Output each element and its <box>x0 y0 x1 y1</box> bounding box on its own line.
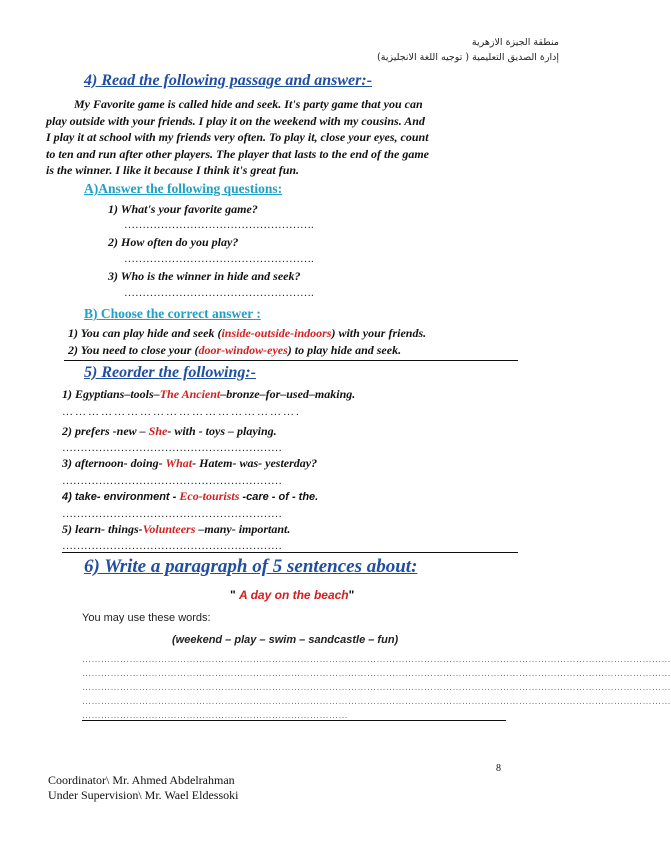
reorder-answer-1[interactable]: ………………………………………………. <box>62 406 301 418</box>
footer <box>48 773 238 803</box>
question-1: 1) What's your favorite game? <box>108 202 258 216</box>
reorder-highlight: What <box>165 456 193 470</box>
section4-title: 4) Read the following passage and answer:- <box>84 72 373 89</box>
reorder-item-4 <box>62 489 318 504</box>
writing-line-4[interactable]: …………………………………………………………………………………………………………………………………………………………………… <box>82 696 671 706</box>
choose-item-1 <box>68 326 426 341</box>
word-bank: (weekend – play – swim – sandcastle – fun) <box>172 634 399 646</box>
header-region: منطقة الجيزة الازهرية <box>471 37 559 48</box>
divider <box>62 552 518 553</box>
reorder-answer-5[interactable]: …………………………………………………… <box>62 540 282 552</box>
reorder-item-3 <box>62 456 317 471</box>
divider <box>64 360 518 361</box>
paragraph-topic <box>230 588 354 602</box>
answer-line-1[interactable]: ……………………………………………. <box>124 219 314 231</box>
passage-line: I play it at school with my friends very often. To play it, close your eyes, count <box>46 130 429 145</box>
reorder-text: –many- important. <box>195 522 291 536</box>
part-b-title: B) Choose the correct answer : <box>84 306 261 321</box>
writing-line-3[interactable]: …………………………………………………………………………………………………………………………………………………………………… <box>82 682 671 692</box>
writing-line-2[interactable]: …………………………………………………………………………………………………………………………………………………………………… <box>82 668 671 678</box>
reorder-text: -care - of - the. <box>239 491 319 503</box>
choose-options[interactable]: inside-outside-indoors <box>221 326 332 340</box>
word-hint: You may use these words: <box>82 612 211 624</box>
reorder-text: –bronze–for–used–making. <box>220 387 356 401</box>
part-a-title: A)Answer the following questions: <box>84 181 283 196</box>
divider <box>82 720 506 721</box>
reading-passage <box>46 96 556 179</box>
page-number: 8 <box>496 763 501 774</box>
footer-supervision: Under Supervision\ Mr. Wael Eldessoki <box>48 788 239 802</box>
writing-line-5[interactable]: ………………………………………………………………………… <box>82 710 348 720</box>
topic-quote: " <box>348 588 355 602</box>
reorder-answer-4[interactable]: …………………………………………………… <box>62 508 282 520</box>
choose-item-2 <box>68 343 401 358</box>
passage-line: is the winner. I like it because I think it's great fun. <box>46 163 300 178</box>
choose-text: 2) You need to close your ( <box>68 343 199 357</box>
answer-line-3[interactable]: ……………………………………………. <box>124 287 314 299</box>
choose-options[interactable]: door-window-eyes <box>198 343 288 357</box>
reorder-highlight: Volunteers <box>142 522 196 536</box>
reorder-text: - with - toys – playing. <box>167 424 277 438</box>
reorder-highlight: She <box>148 424 168 438</box>
reorder-text: 5) learn- things- <box>62 522 143 536</box>
passage-line: My Favorite game is called hide and seek. It's party game that you can <box>74 97 423 111</box>
reorder-text: - Hatem- was- yesterday? <box>192 456 318 470</box>
writing-line-1[interactable]: …………………………………………………………………………………………………………………………………………………………………… <box>82 654 671 664</box>
reorder-answer-2[interactable]: …………………………………………………… <box>62 442 282 454</box>
choose-text: 1) You can play hide and seek ( <box>68 326 222 340</box>
reorder-text: 4) take- environment - <box>62 491 180 503</box>
reorder-highlight: The Ancient <box>159 387 221 401</box>
topic-quote: " <box>230 588 236 602</box>
section5-title: 5) Reorder the following:- <box>84 364 256 381</box>
section6-title: 6) Write a paragraph of 5 sentences about: <box>84 556 418 577</box>
reorder-text: 2) prefers -new – <box>62 424 149 438</box>
reorder-item-2 <box>62 424 277 439</box>
reorder-answer-3[interactable]: …………………………………………………… <box>62 475 282 487</box>
choose-text: ) with your friends. <box>331 326 427 340</box>
question-3: 3) Who is the winner in hide and seek? <box>108 269 301 283</box>
reorder-item-1 <box>62 387 355 402</box>
question-2: 2) How often do you play? <box>108 235 239 249</box>
passage-line: play outside with your friends. I play it on the weekend with my cousins. And <box>46 113 425 128</box>
reorder-highlight: Eco-tourists <box>179 489 240 503</box>
answer-line-2[interactable]: ……………………………………………. <box>124 253 314 265</box>
header-department: إدارة الصديق التعليمية ( توجيه اللغة الانجليزية) <box>377 52 559 63</box>
passage-line: to ten and run after other players. The player that lasts to the end of the game <box>46 146 430 161</box>
reorder-text: 1) Egyptians–tools– <box>62 387 160 401</box>
footer-coordinator: Coordinator\ Mr. Ahmed Abdelrahman <box>48 773 235 787</box>
choose-text: ) to play hide and seek. <box>287 343 402 357</box>
topic-text: A day on the beach <box>239 588 349 602</box>
reorder-text: 3) afternoon- doing- <box>62 456 166 470</box>
reorder-item-5 <box>62 522 290 537</box>
